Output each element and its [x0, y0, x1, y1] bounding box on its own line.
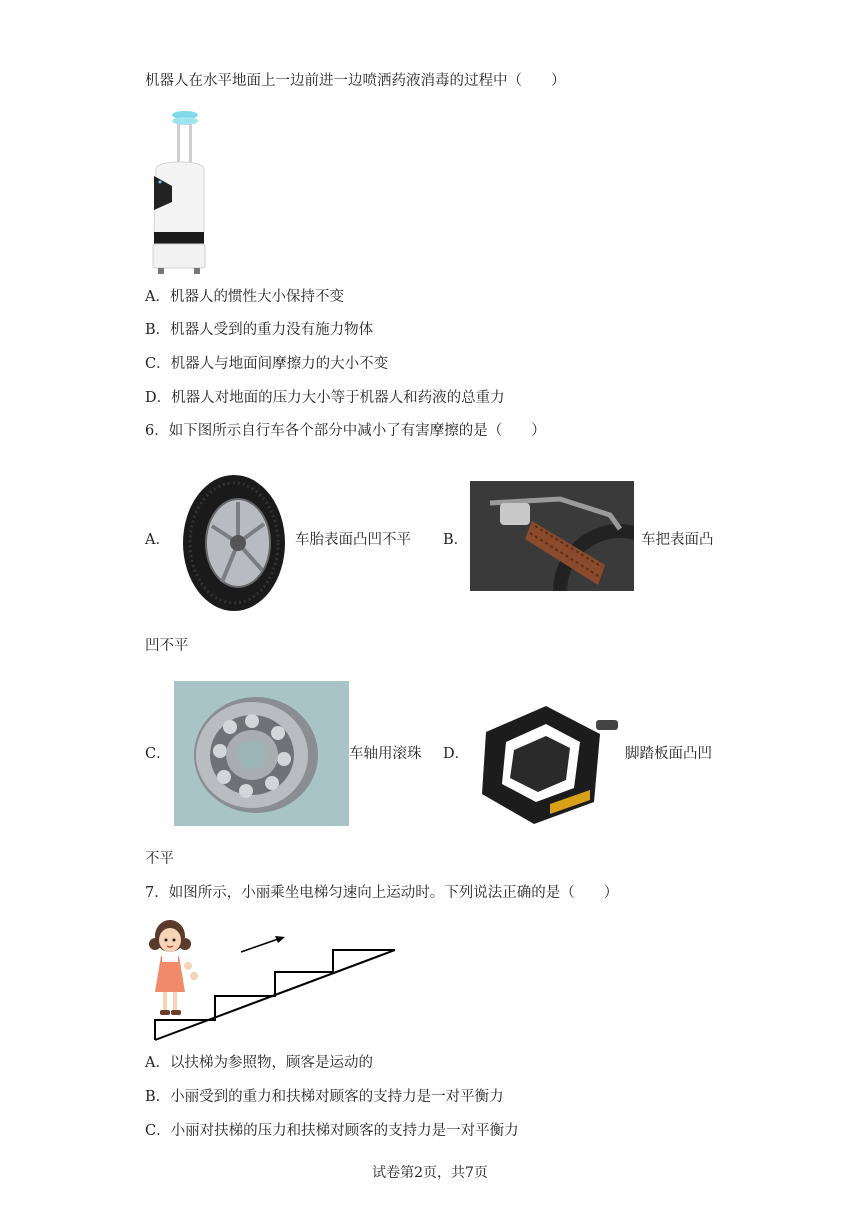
ball-bearing-image — [174, 681, 349, 826]
q5-stem: 机器人在水平地面上一边前进一边喷洒药液消毒的过程中（ ） — [145, 73, 566, 89]
pedal-image — [476, 702, 620, 826]
tire-image — [182, 474, 286, 612]
q6-option-b-letter: B． — [443, 532, 469, 548]
q6-option-d-wrap: 不平 — [145, 851, 174, 867]
q5-option-d: D．机器人对地面的压力大小等于机器人和药液的总重力 — [145, 390, 505, 406]
q6-option-b-wrap: 凹不平 — [145, 638, 189, 654]
q7-option-a: A．以扶梯为参照物，顾客是运动的 — [145, 1055, 373, 1071]
q5-option-c: C．机器人与地面间摩擦力的大小不变 — [145, 356, 389, 372]
q5-option-b: B．机器人受到的重力没有施力物体 — [145, 322, 374, 338]
q6-option-b-text: 车把表面凸 — [641, 532, 714, 548]
q6-option-c-text: 车轴用滚珠 — [349, 746, 422, 762]
handlebar-grip-image — [470, 481, 634, 591]
q7-stem: 7．如图所示，小丽乘坐电梯匀速向上运动时。下列说法正确的是（ ） — [145, 885, 619, 901]
q6-option-d-text: 脚踏板面凸凹 — [625, 746, 712, 762]
q6-option-a-letter: A． — [145, 532, 170, 548]
q6-stem: 6．如下图所示自行车各个部分中减小了有害摩擦的是（ ） — [145, 423, 546, 439]
escalator-girl-image — [145, 910, 400, 1045]
disinfection-robot-image — [150, 106, 210, 276]
q7-option-c: C．小丽对扶梯的压力和扶梯对顾客的支持力是一对平衡力 — [145, 1123, 519, 1139]
page-footer: 试卷第2页，共7页 — [372, 1165, 488, 1181]
q6-option-c-letter: C． — [145, 746, 171, 762]
q7-option-b: B．小丽受到的重力和扶梯对顾客的支持力是一对平衡力 — [145, 1089, 504, 1105]
q5-option-a: A．机器人的惯性大小保持不变 — [145, 289, 344, 305]
q6-option-d-letter: D． — [443, 746, 470, 762]
q6-option-a-text: 车胎表面凸凹不平 — [295, 532, 411, 548]
